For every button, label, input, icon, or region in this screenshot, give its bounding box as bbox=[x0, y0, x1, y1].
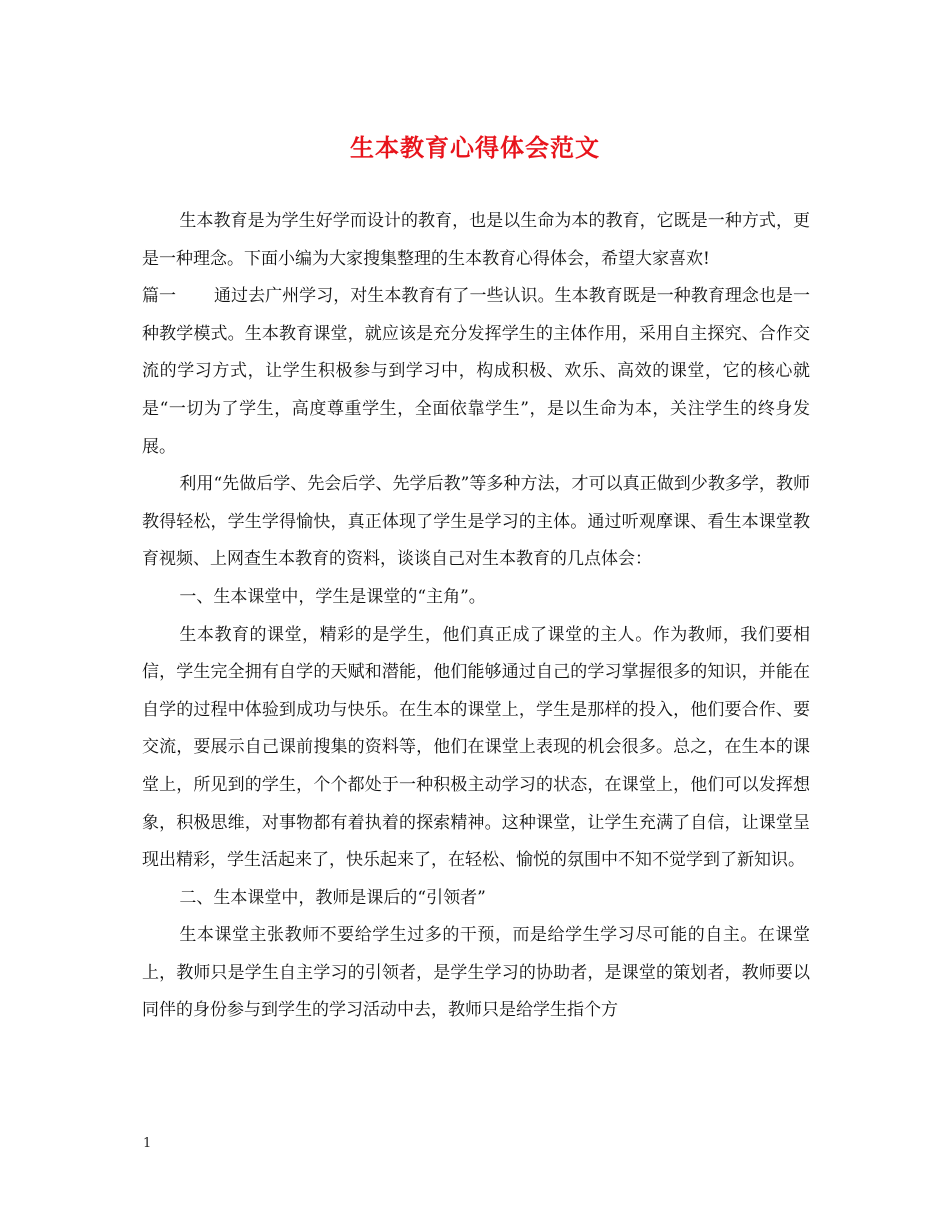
section-one-paragraph: 生本教育的课堂，精彩的是学生，他们真正成了课堂的主人。作为教师，我们要相信，学生完全拥有自学的天赋和潜能，他们能够通过自己的学习掌握很多的知识，并能在自学的过程中体验到成功与快乐。在生本的课堂上，学生是那样的投入，他们要合作、要交流，要展示自己课前搜集的资料等，他们在课堂上表现的机会很多。总之，在生本的课堂上，所见到的学生，个个都处于一种积极主动学习的状态，在课堂上，他们可以发挥想象，积极思维，对事物都有着执着的探索精神。这种课堂，让学生充满了自信，让课堂呈现出精彩，学生活起来了，快乐起来了，在轻松、愉悦的氛围中不知不觉学到了新知识。 bbox=[142, 624, 810, 871]
intro-paragraph: 生本教育是为学生好学而设计的教育，也是以生命为本的教育，它既是一种方式，更是一种理念。下面小编为大家搜集整理的生本教育心得体会，希望大家喜欢! bbox=[142, 211, 810, 269]
methods-paragraph: 利用“先做后学、先会后学、先学后教”等多种方法，才可以真正做到少教多学，教师教得轻松，学生学得愉快，真正体现了学生是学习的主体。通过听观摩课、看生本课堂教育视频、上网查生本教育的资料，谈谈自己对生本教育的几点体会： bbox=[142, 474, 810, 570]
document-title: 生本教育心得体会范文 bbox=[350, 133, 600, 162]
page-number: 1 bbox=[143, 1136, 152, 1151]
document-body bbox=[142, 203, 810, 1030]
article-one-text: 通过去广州学习，对生本教育有了一些认识。生本教育既是一种教育理念也是一种教学模式。生本教育课堂，就应该是充分发挥学生的主体作用，采用自主探究、合作交流的学习方式，让学生积极参与到学习中，构成积极、欢乐、高效的课堂，它的核心就是“一切为了学生，高度尊重学生，全面依靠学生”，是以生命为本，关注学生的终身发展。 bbox=[142, 286, 810, 457]
section-heading-two: 二、生本课堂中，教师是课后的“引领者” bbox=[179, 887, 486, 908]
article-one-paragraph bbox=[142, 278, 810, 466]
section-two-paragraph: 生本课堂主张教师不要给学生过多的干预，而是给学生学习尽可能的自主。在课堂上，教师只是学生自主学习的引领者，是学生学习的协助者，是课堂的策划者，教师要以同伴的身份参与到学生的学习活动中去，教师只是给学生指个方 bbox=[142, 925, 810, 1021]
section-heading-one: 一、生本课堂中，学生是课堂的“主角”。 bbox=[179, 586, 486, 607]
article-label: 篇一 bbox=[142, 286, 176, 307]
